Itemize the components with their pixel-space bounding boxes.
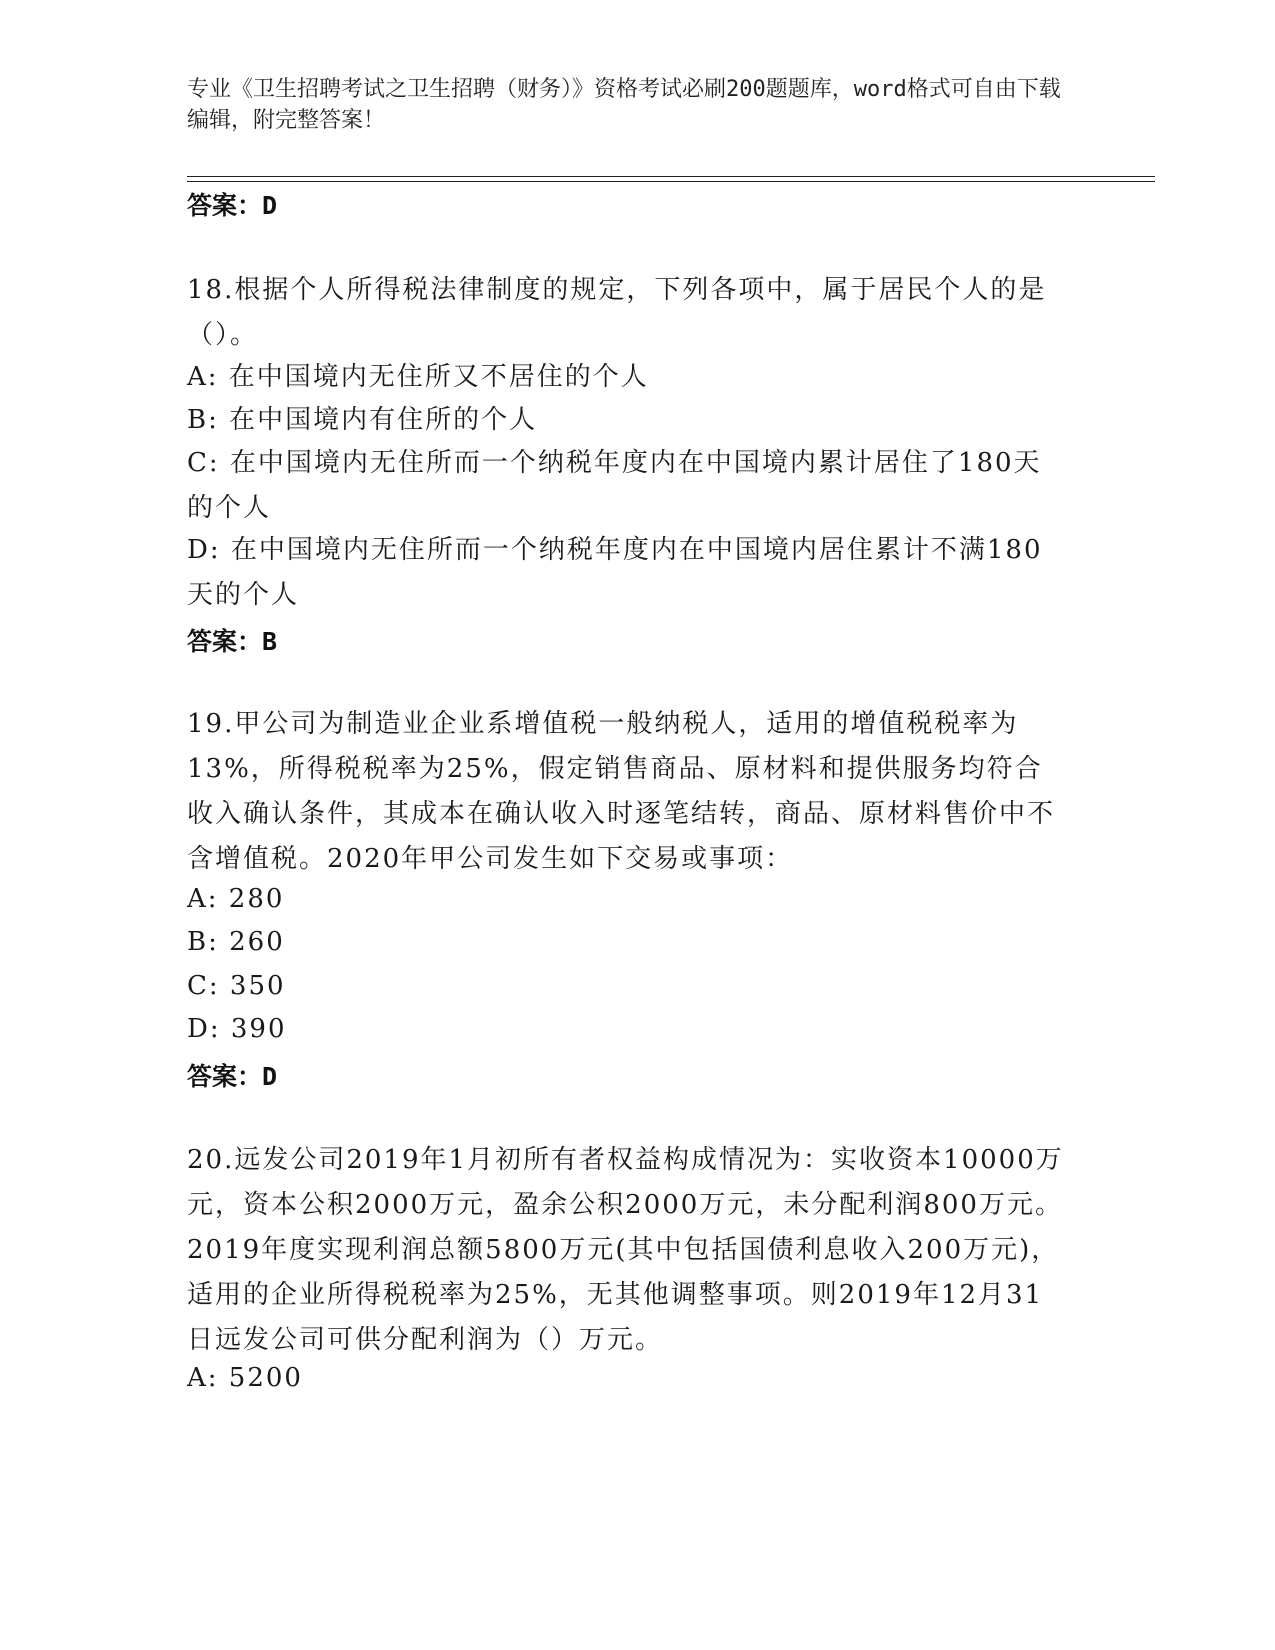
document-header: 专业《卫生招聘考试之卫生招聘（财务）》资格考试必刷200题题库，word格式可自由下载编辑，附完整答案！ bbox=[187, 77, 1061, 133]
answer-17: 答案：D bbox=[187, 191, 278, 220]
answer-18: 答案：B bbox=[187, 627, 278, 656]
header-rule-top bbox=[187, 176, 1155, 177]
question-19-option-b: B: 260 bbox=[187, 927, 285, 957]
question-19-option-a: A: 280 bbox=[187, 884, 285, 914]
answer-19: 答案：D bbox=[187, 1062, 278, 1091]
question-20-option-a: A: 5200 bbox=[187, 1363, 303, 1393]
question-18-option-c: C: 在中国境内无住所而一个纳税年度内在中国境内累计居住了180天的个人 bbox=[187, 448, 1042, 523]
question-18-option-a: A: 在中国境内无住所又不居住的个人 bbox=[187, 362, 649, 392]
question-19-option-d: D: 390 bbox=[187, 1014, 287, 1044]
question-18-option-d: D: 在中国境内无住所而一个纳税年度内在中国境内居住累计不满180天的个人 bbox=[187, 535, 1043, 610]
header-rule-bottom bbox=[187, 181, 1155, 182]
question-19-option-c: C: 350 bbox=[187, 971, 286, 1001]
question-18-option-b: B: 在中国境内有住所的个人 bbox=[187, 405, 538, 435]
question-19-stem: 19.甲公司为制造业企业系增值税一般纳税人，适用的增值税税率为13%，所得税税率为25%，假定销售商品、原材料和提供服务均符合收入确认条件，其成本在确认收入时逐笔结转，商品、原材料售价中不含增值税。2020年甲公司发生如下交易或事项： bbox=[187, 709, 1056, 874]
question-20-stem: 20.远发公司2019年1月初所有者权益构成情况为：实收资本10000万元，资本公积2000万元，盈余公积2000万元，未分配利润800万元。2019年度实现利润总额5800万元(其中包括国债利息收入200万元)，适用的企业所得税税率为25%，无其他调整事项。则2019年12月31日远发公司可供分配利润为（）万元。 bbox=[187, 1145, 1064, 1355]
question-18-stem: 18.根据个人所得税法律制度的规定，下列各项中，属于居民个人的是（）。 bbox=[187, 275, 1047, 350]
